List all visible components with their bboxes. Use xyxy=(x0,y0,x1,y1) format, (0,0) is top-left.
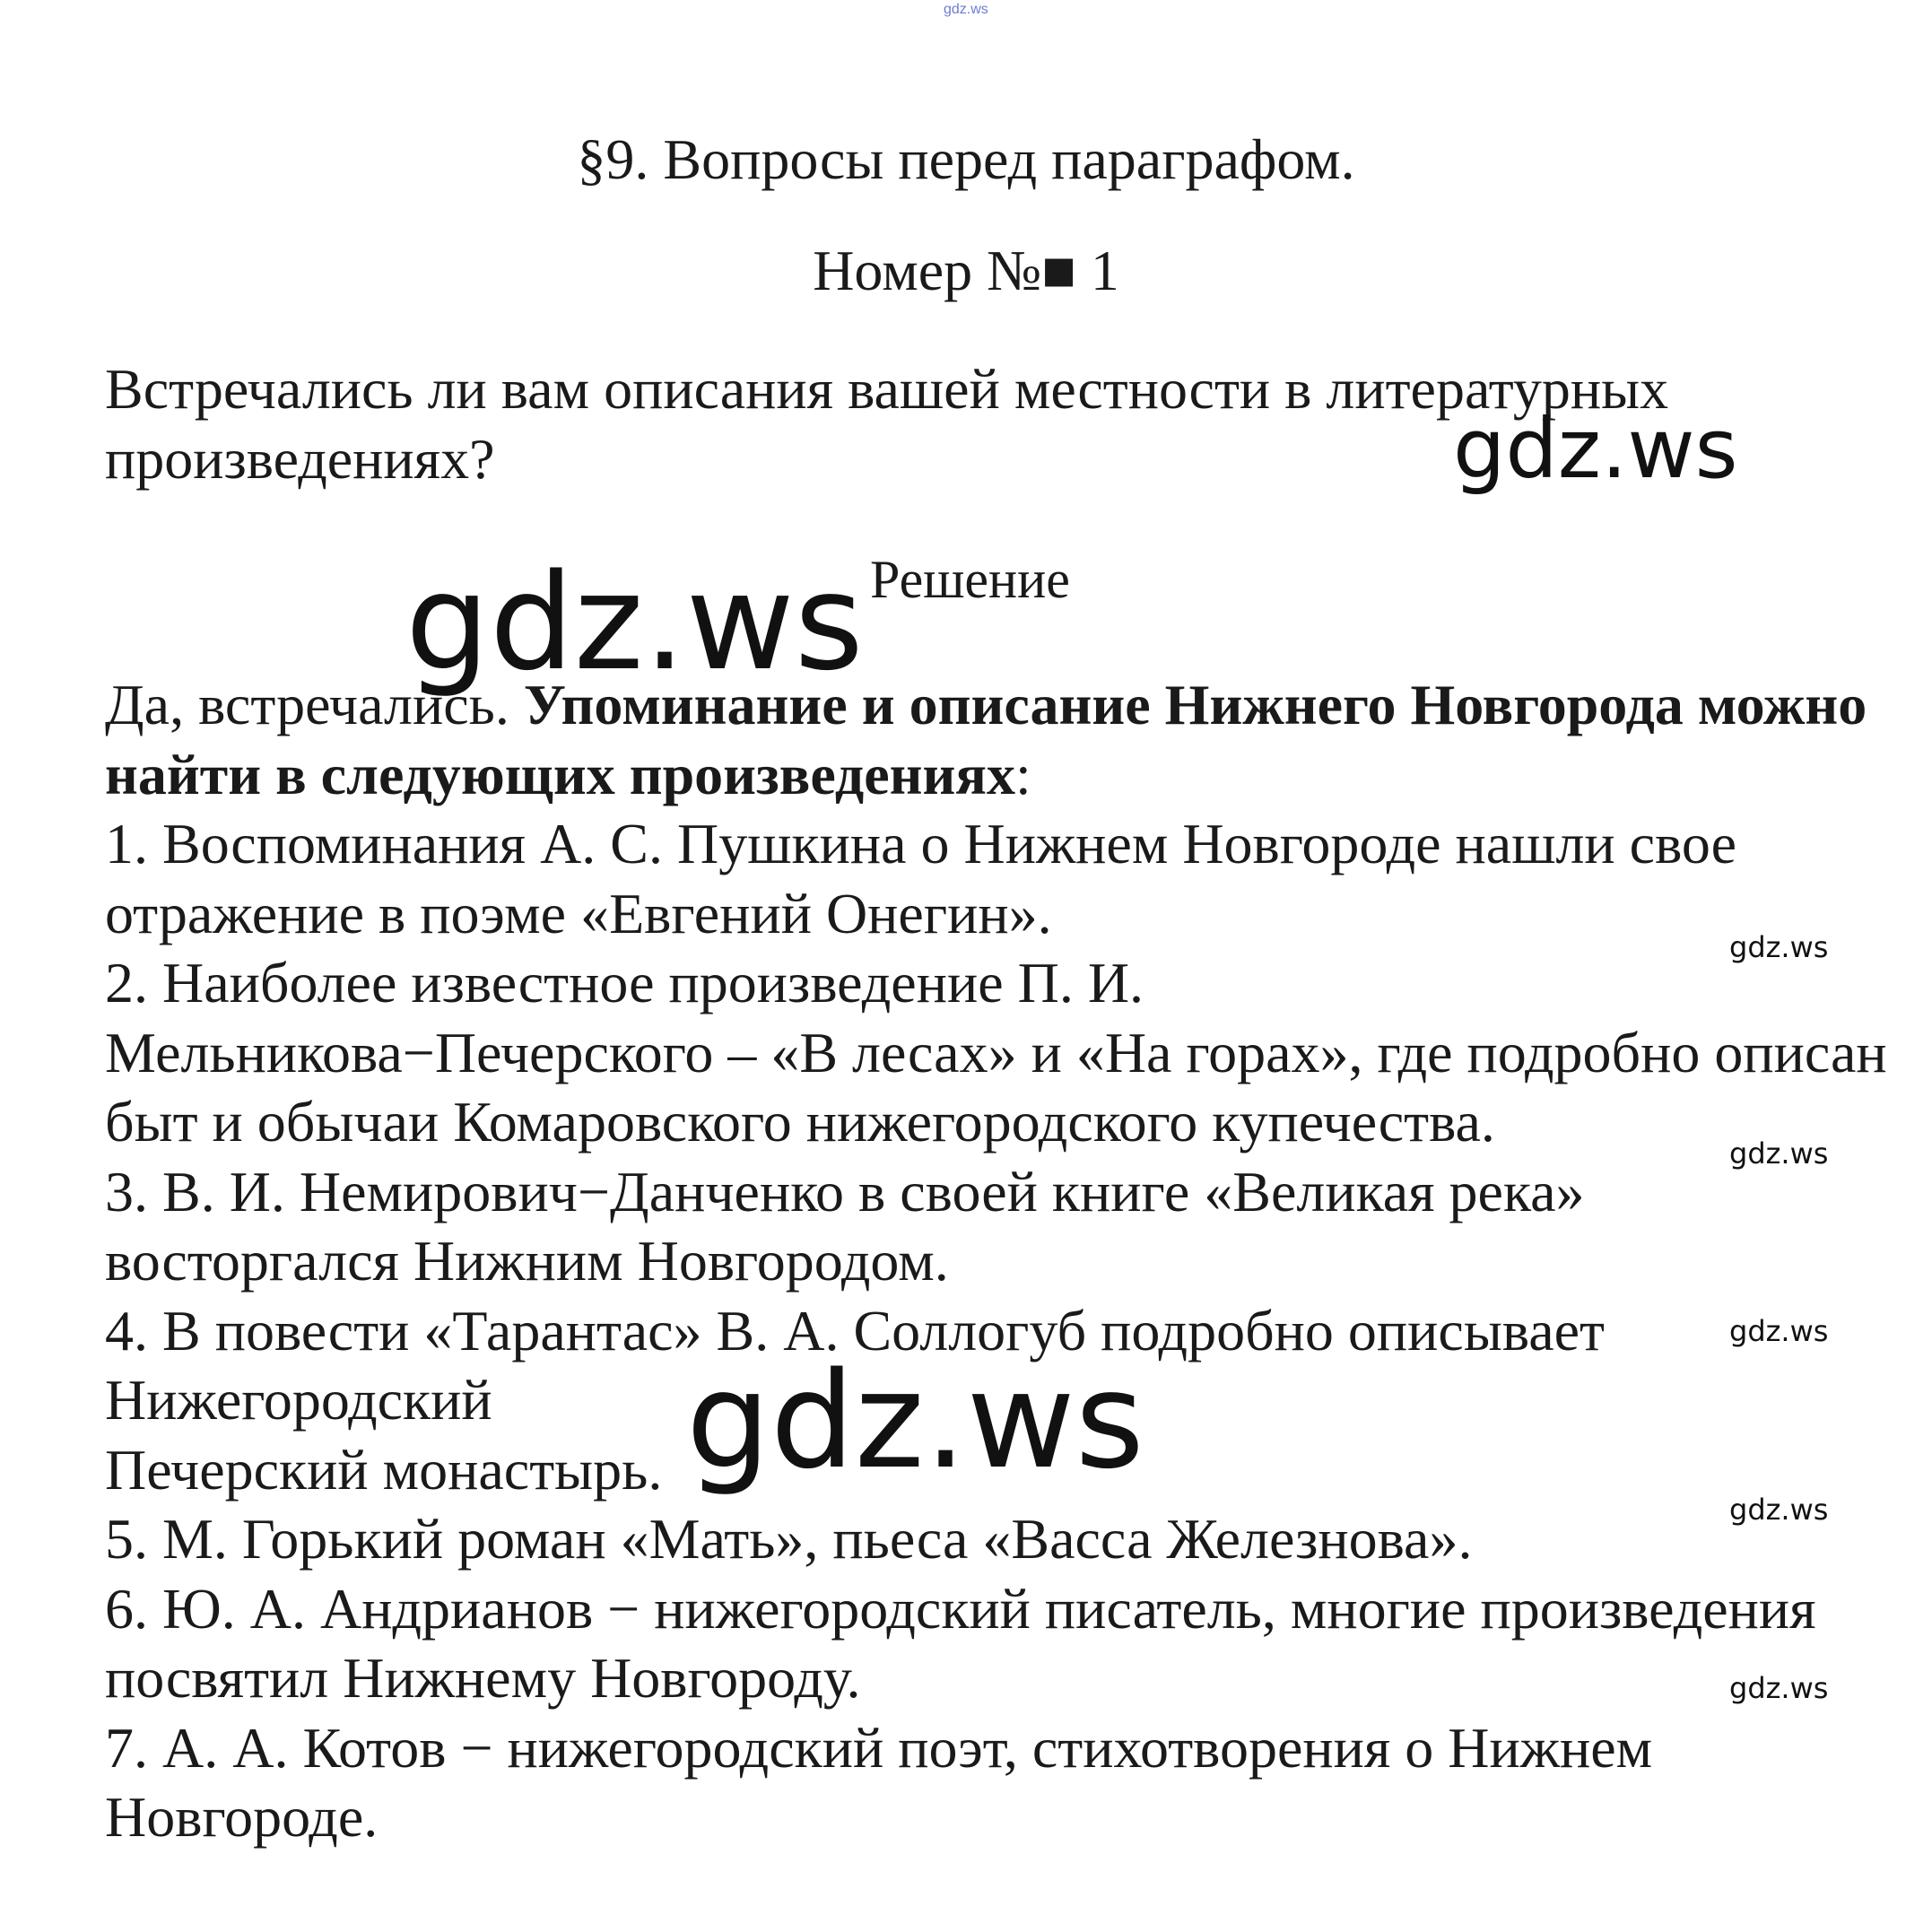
list-item: 6. Ю. А. Андрианов − нижегородский писатель, многие произведения посвятил Нижнему Новгороду. xyxy=(105,1576,1816,1710)
list-item: 2. Наиболее известное произведение П. И. xyxy=(105,951,1144,1014)
list-item: 3. В. И. Немирович−Данченко в своей книге «Великая река» восторгался Нижним Новгородом. xyxy=(105,1159,1585,1293)
watermark-small: gdz.ws xyxy=(1729,1314,1829,1348)
section-title: §9. Вопросы перед параграфом. xyxy=(577,127,1355,191)
solution-heading: Решение xyxy=(870,550,1070,609)
exercise-number: Номер №■ 1 xyxy=(813,239,1119,302)
answer-intro-end: : xyxy=(1015,742,1031,806)
list-item: Печерский монастырь. xyxy=(105,1437,663,1502)
answer-intro-plain: Да, встречались. xyxy=(105,673,524,736)
answer-intro xyxy=(105,670,1890,809)
watermark-top: gdz.ws xyxy=(944,2,988,17)
watermark-large: gdz.ws xyxy=(405,545,864,700)
watermark-large: gdz.ws xyxy=(1453,401,1738,497)
list-item: 5. М. Горький роман «Мать», пьеса «Васса Железнова». xyxy=(105,1507,1473,1571)
watermark-large: gdz.ws xyxy=(686,1344,1144,1498)
watermark-small: gdz.ws xyxy=(1729,930,1829,964)
answer-intro-bold: Упоминание и описание Нижнего Новгорода можно найти в следующих произведениях xyxy=(105,673,1867,806)
watermark-small: gdz.ws xyxy=(1729,1671,1829,1705)
watermark-small: gdz.ws xyxy=(1729,1136,1829,1171)
question-text: Встречались ли вам описания вашей местности в литературных произведениях? xyxy=(105,357,1669,491)
list-item: 4. В повести «Тарантас» В. А. Соллогуб подробно описывает xyxy=(105,1298,1605,1362)
list-item: 7. А. А. Котов − нижегородский поэт, стихотворения о Нижнем Новгороде. xyxy=(105,1715,1653,1849)
list-item: Нижегородский xyxy=(105,1368,492,1432)
list-item: Мельникова−Печерского – «В лесах» и «На горах», где подробно описан быт и обычаи Комаровского нижегородского купечества. xyxy=(105,1020,1887,1154)
answer-body xyxy=(105,670,1890,1852)
list-item: 1. Воспоминания А. С. Пушкина о Нижнем Новгороде нашли свое отражение в поэме «Евгений Онегин». xyxy=(105,812,1737,945)
watermark-small: gdz.ws xyxy=(1729,1493,1829,1527)
